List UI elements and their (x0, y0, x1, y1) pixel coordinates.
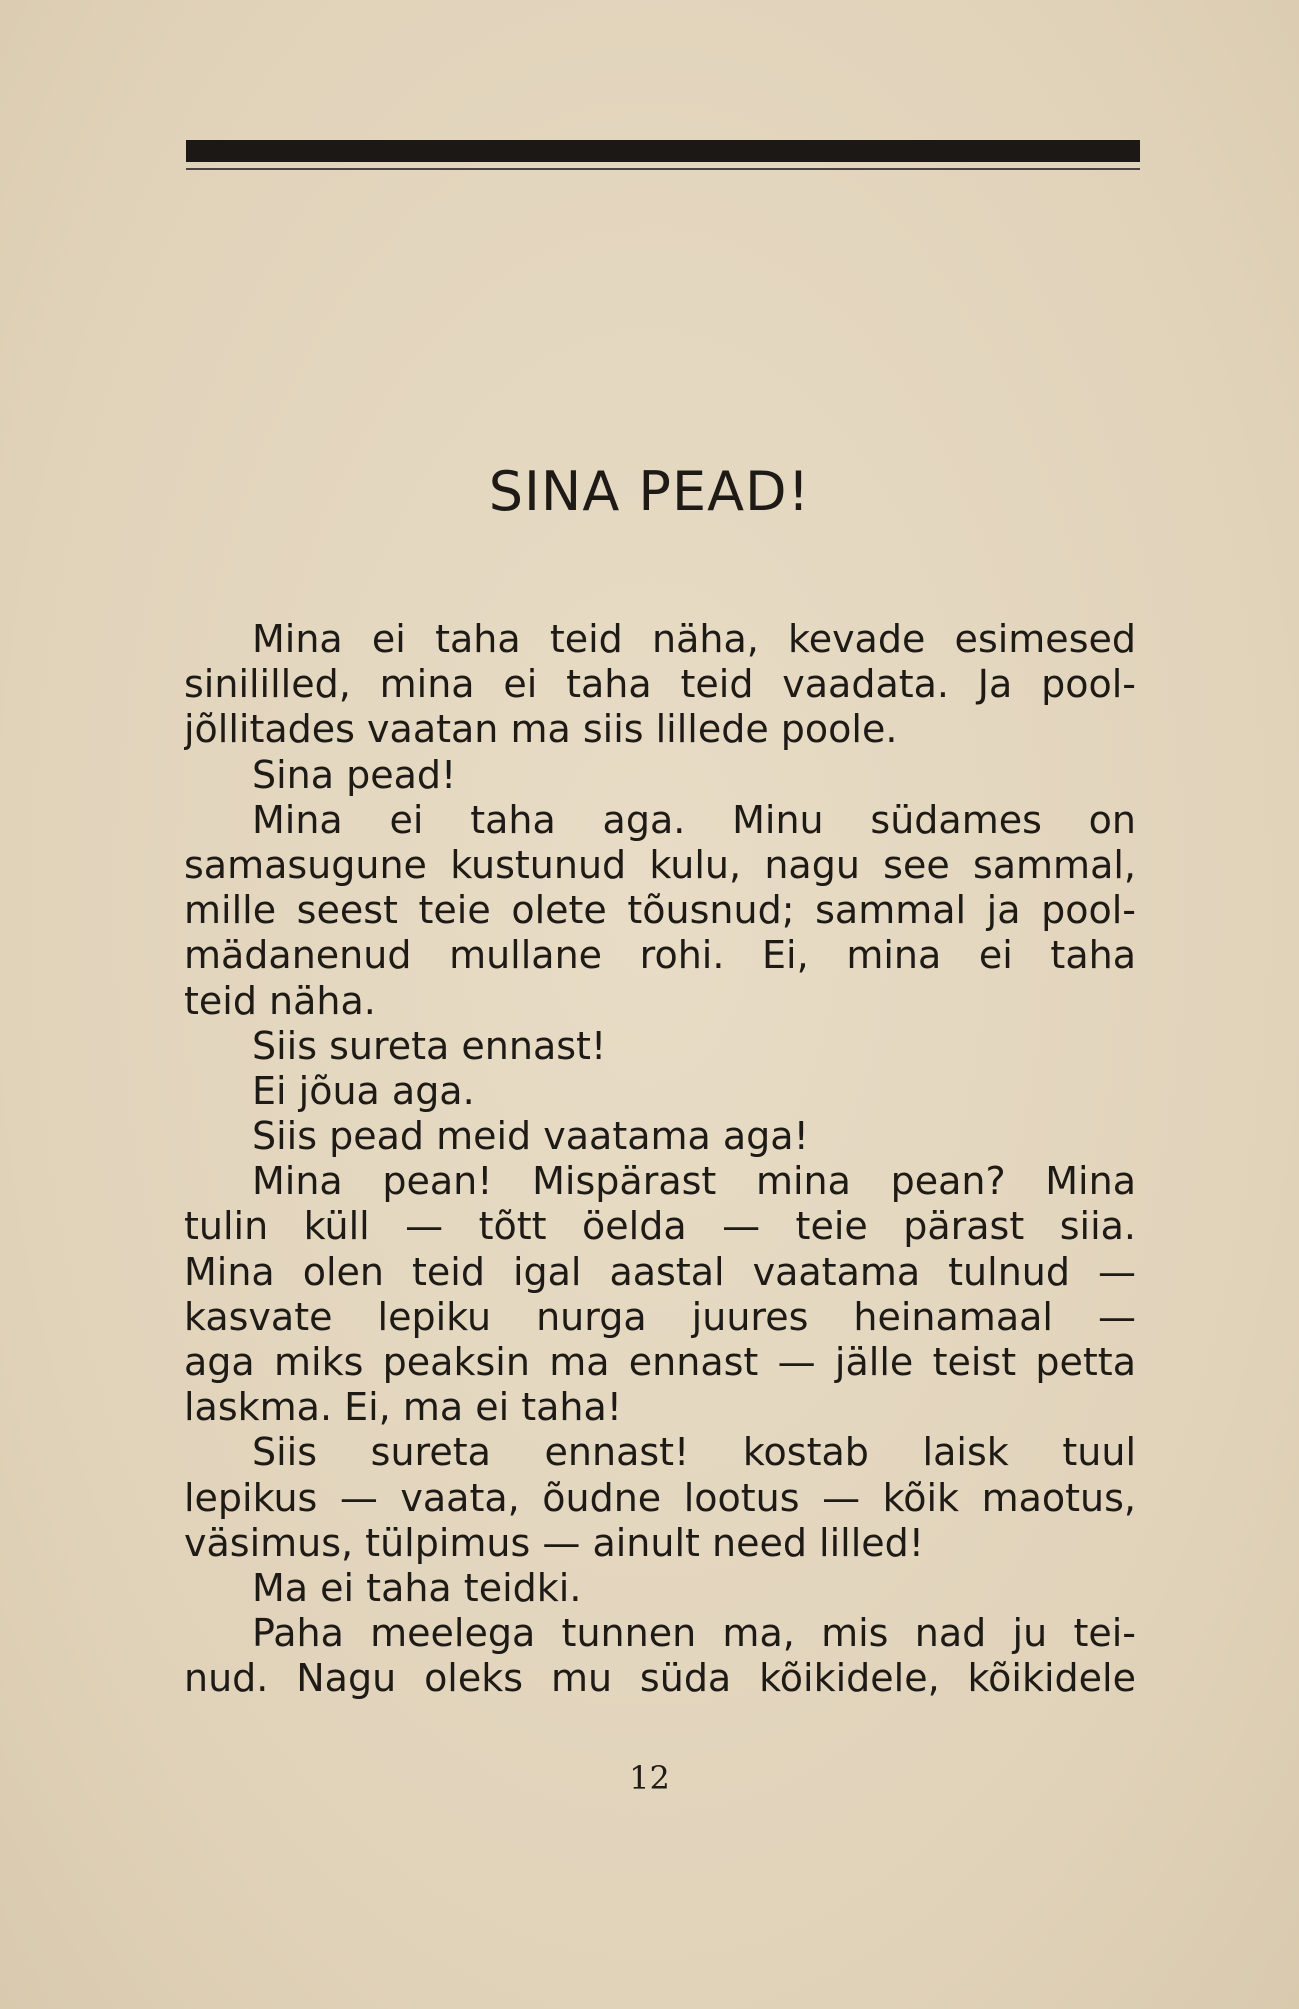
text-line: Mina ei taha teid näha, kevade esimesed (252, 617, 1136, 661)
text-line: teid näha. (184, 978, 376, 1023)
top-decorative-rule (186, 140, 1140, 162)
text-line: samasugune kustunud kulu, nagu see sammal, (184, 842, 1136, 887)
text-line: Mina pean! Mispärast mina pean? Mina (252, 1159, 1136, 1204)
text-line: Siis sureta ennast! kostab laisk tuul (252, 1430, 1136, 1475)
text-line: Sina pead! (252, 752, 457, 797)
chapter-title: SINA PEAD! (488, 460, 811, 523)
text-line: mille seest teie olete tõusnud; sammal ja pool- (184, 888, 1136, 933)
text-line: Paha meelega tunnen ma, mis nad ju tei- (252, 1611, 1136, 1656)
text-line: Siis pead meid vaatama aga! (252, 1114, 809, 1159)
text-line: jõllitades vaatan ma siis lillede poole. (184, 707, 898, 752)
text-line: Ei jõua aga. (252, 1068, 475, 1113)
text-line: mädanenud mullane rohi. Ei, mina ei taha (184, 933, 1136, 978)
text-line: aga miks peaksin ma ennast — jälle teist petta (184, 1340, 1136, 1384)
text-line: Ma ei taha teidki. (252, 1565, 582, 1610)
text-line: Siis sureta ennast! (252, 1023, 607, 1068)
top-thin-rule (186, 168, 1140, 170)
text-line: kasvate lepiku nurga juures heinamaal — (184, 1294, 1136, 1339)
text-line: Mina olen teid igal aastal vaatama tulnud — (184, 1249, 1136, 1294)
body-text (184, 617, 1136, 1702)
text-line: sinililled, mina ei taha teid vaadata. Ja pool- (184, 662, 1136, 707)
text-line: väsimus, tülpimus — ainult need lilled! (184, 1520, 925, 1565)
text-line: tulin küll — tõtt öelda — teie pärast siia. (184, 1204, 1136, 1249)
text-line: lepikus — vaata, õudne lootus — kõik maotus, (184, 1475, 1136, 1520)
text-line: Mina ei taha aga. Minu südames on (252, 797, 1136, 842)
page-number: 12 (629, 1759, 670, 1797)
text-line: laskma. Ei, ma ei taha! (184, 1385, 623, 1430)
text-line: nud. Nagu oleks mu süda kõikidele, kõikidele (184, 1656, 1136, 1701)
